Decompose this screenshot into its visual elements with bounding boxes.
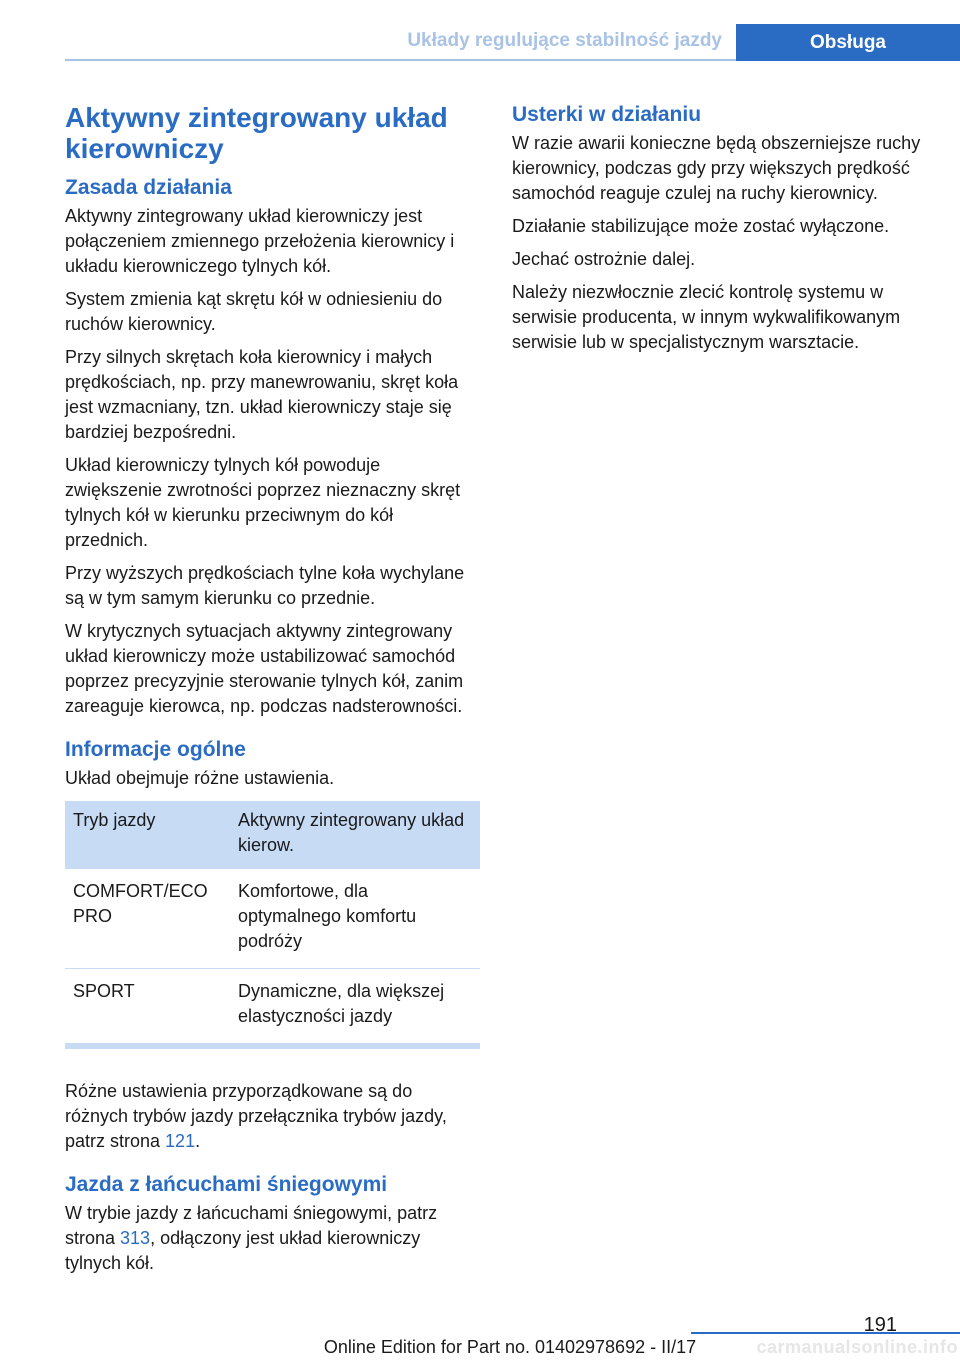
page-link[interactable]: 121	[165, 1131, 196, 1151]
table-row	[65, 869, 480, 969]
paragraph: W krytycznych sytuacjach aktywny zintegrowany układ kierowniczy może ustabilizować samochód poprzez precyzyjnie sterowanie tylnych kół, zanim zareaguje kierowca, np. podczas nadsterowności.	[65, 621, 464, 716]
paragraph: Przy wyższych prędkościach tylne koła wychylane są w tym samym kierunku co przednie.	[65, 563, 465, 608]
table-cell: Komfortowe, dla optymalnego komfortu podróży	[230, 869, 480, 969]
paragraph: Należy niezwłocznie zlecić kontrolę systemu w serwisie producenta, w innym wykwalifikowanym serwisie lub w specjalistycznym warsztacie.	[512, 282, 901, 352]
left-column	[65, 102, 480, 1284]
page-title: Aktywny zintegrowany układ kierowniczy	[65, 102, 448, 164]
paragraph: System zmienia kąt skrętu kół w odniesieniu do ruchów kierownicy.	[65, 289, 443, 334]
paragraph: W razie awarii konieczne będą obszerniejsze ruchy kierownicy, podczas gdy przy większych prędkość samochód reaguje czulej na ruchy kierownicy.	[512, 133, 921, 203]
modes-table	[65, 801, 480, 1049]
table-cell: SPORT	[65, 969, 230, 1047]
text: .	[195, 1131, 201, 1151]
paragraph: Przy silnych skrętach koła kierownicy i małych prędkościach, np. przy manewrowaniu, skręt koła jest wzmacniany, tzn. układ kierowniczy staje się bardziej bezpośredni.	[65, 347, 459, 442]
text: , odłączony jest układ kierowniczy tylnych kół.	[65, 1228, 421, 1273]
heading-informacje: Informacje ogólne	[65, 738, 246, 761]
table-header-cell: Tryb jazdy	[65, 801, 230, 869]
paragraph: Jechać ostrożnie dalej.	[512, 249, 696, 269]
paragraph: Aktywny zintegrowany układ kierowniczy jest połączeniem zmiennego przełożenia kierownicy i układu kierowniczego tylnych kół.	[65, 206, 455, 276]
page-header	[65, 24, 960, 61]
paragraph: Działanie stabilizujące może zostać wyłączone.	[512, 216, 890, 236]
table-header-row	[65, 801, 480, 869]
section-title: Układy regulujące stabilność jazdy	[407, 30, 722, 51]
table-cell: Dynamiczne, dla większej elastyczności jazdy	[230, 969, 480, 1047]
chapter-tab: Obsługa	[736, 24, 960, 61]
table-row	[65, 969, 480, 1047]
paragraph	[65, 1201, 480, 1276]
right-column	[512, 102, 927, 363]
text: W trybie jazdy z łańcuchami śniegowymi, patrz strona	[65, 1203, 438, 1248]
paragraph	[65, 1079, 480, 1154]
heading-zasada: Zasada działania	[65, 176, 232, 199]
watermark: carmanualsonline.info	[756, 1337, 958, 1357]
table-header-cell: Aktywny zintegrowany układ kierow.	[230, 801, 480, 869]
page-link[interactable]: 313	[120, 1228, 151, 1248]
paragraph: Układ kierowniczy tylnych kół powoduje zwiększenie zwrotności poprzez nieznaczny skręt tylnych kół w kierunku przeciwnym do kół przednich.	[65, 455, 461, 550]
paragraph: Układ obejmuje różne ustawienia.	[65, 768, 335, 788]
footer-divider	[691, 1332, 960, 1334]
text: Różne ustawienia przyporządkowane są do różnych trybów jazdy przełącznika trybów jazdy, patrz strona	[65, 1081, 447, 1151]
table-cell: COMFORT/ECO PRO	[65, 869, 230, 969]
heading-chains: Jazda z łańcuchami śniegowymi	[65, 1173, 388, 1196]
edition-text: Online Edition for Part no. 01402978692 - II/17	[323, 1337, 697, 1357]
heading-usterki: Usterki w działaniu	[512, 103, 702, 126]
page-number: 191	[863, 1314, 897, 1336]
